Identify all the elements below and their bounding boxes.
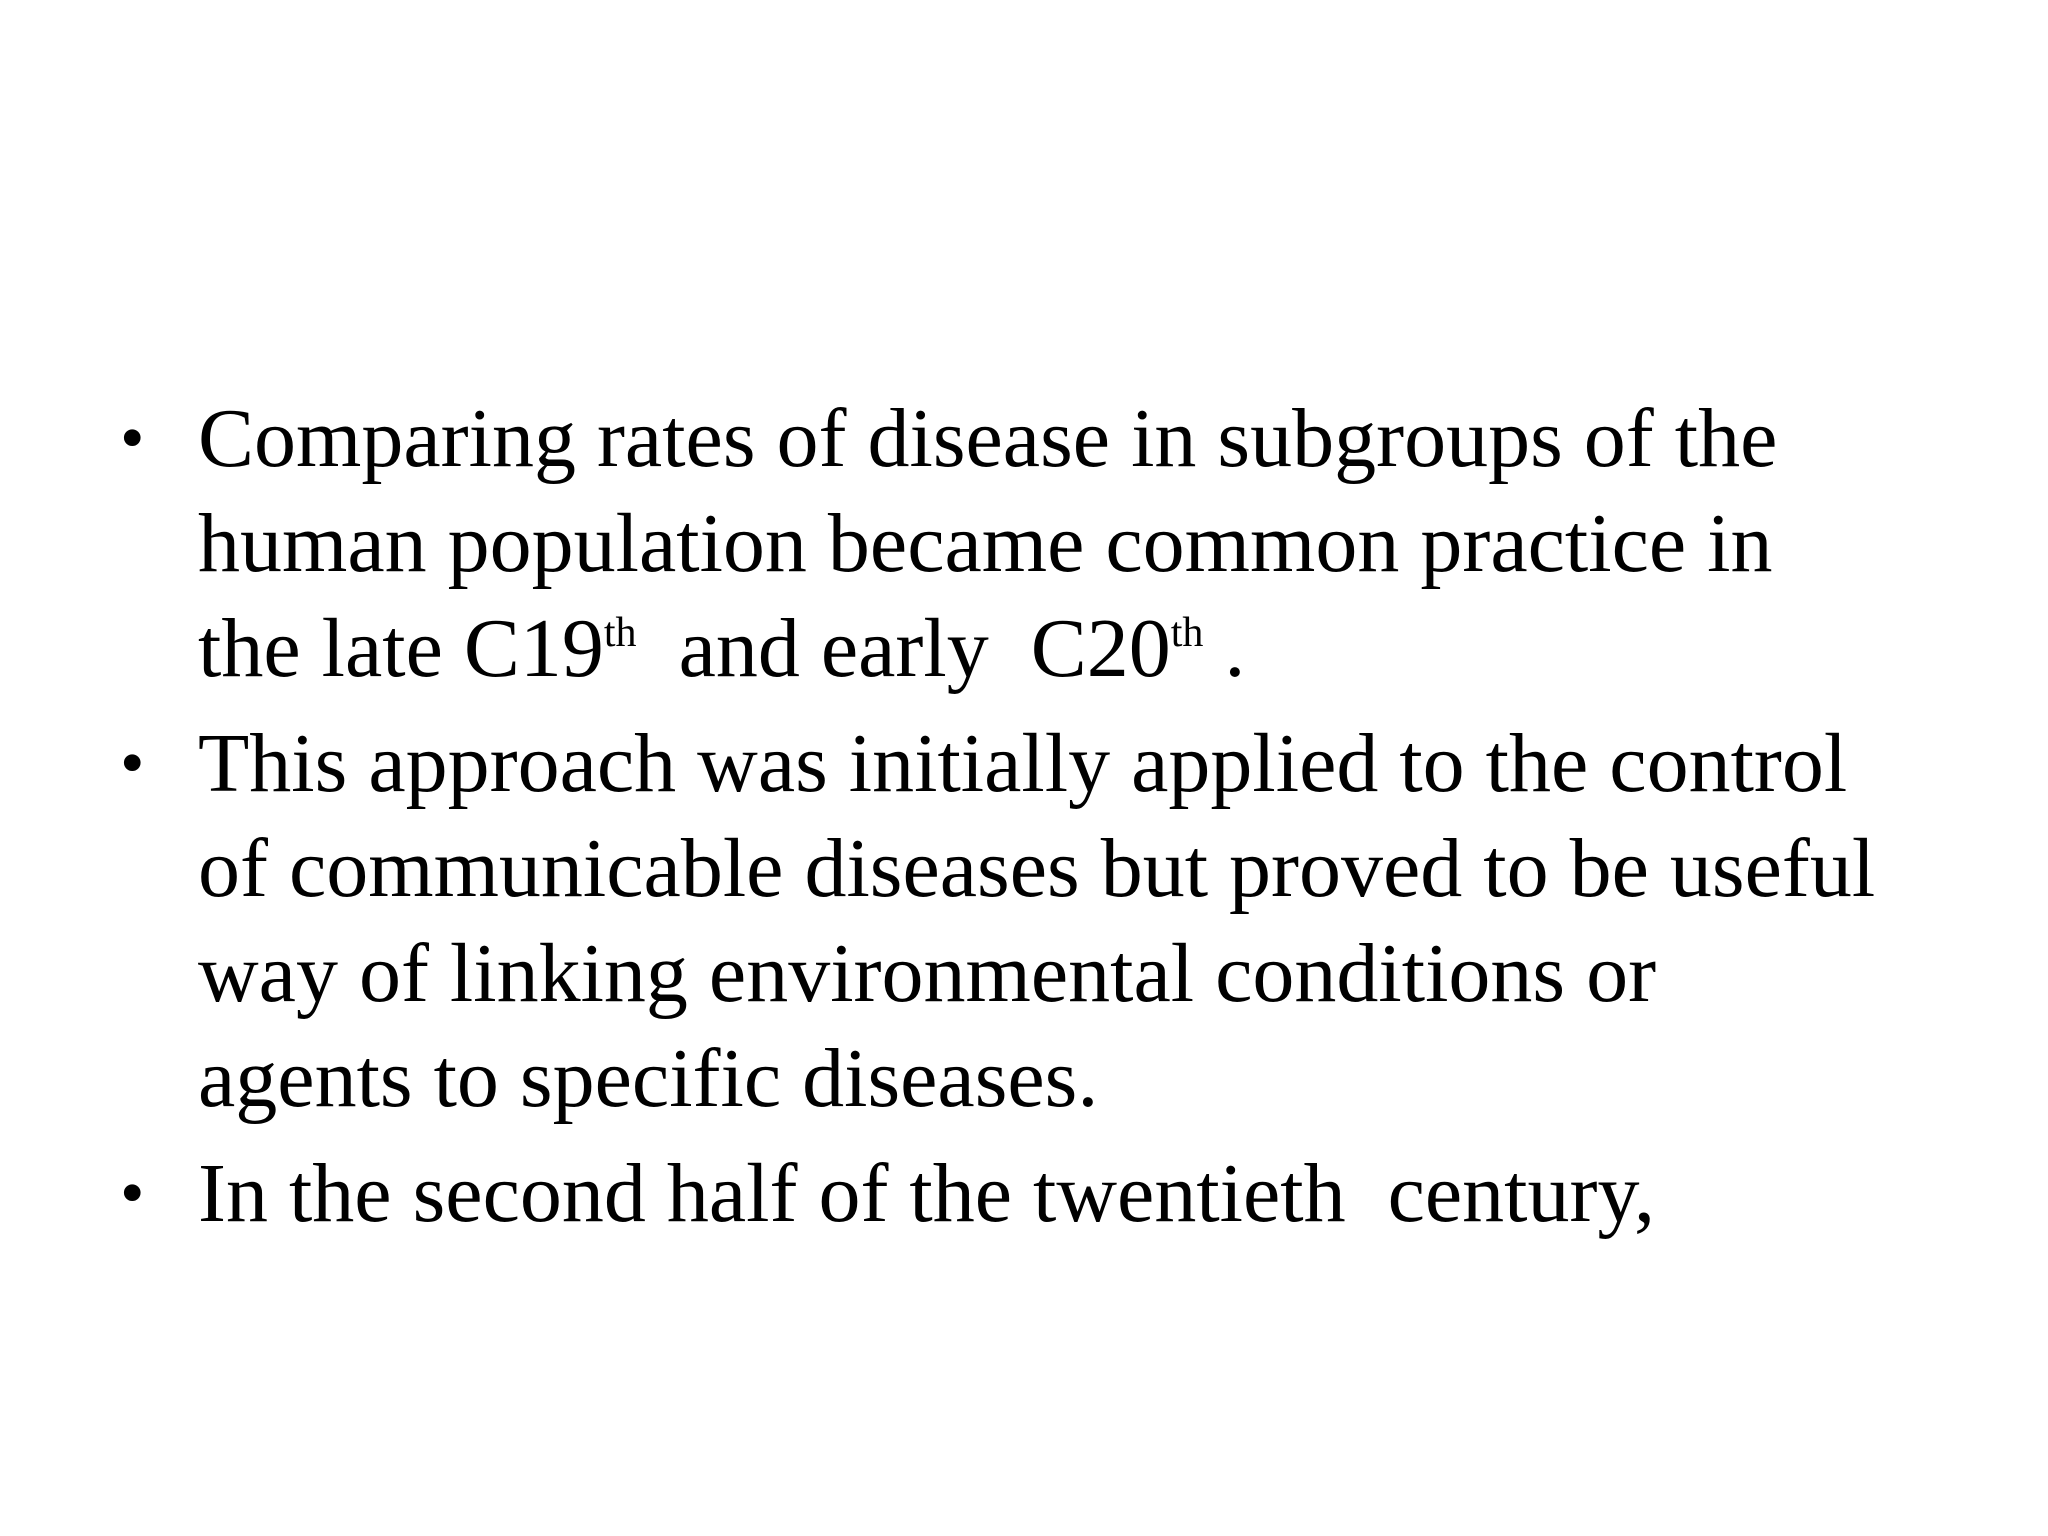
superscript: th xyxy=(603,610,637,656)
bullet-text-line: agents to specific diseases. xyxy=(198,1032,1099,1125)
bullet-item xyxy=(120,1141,2000,1246)
bullet-text-line: human population became common practice in xyxy=(198,497,1773,590)
bullet-item xyxy=(120,711,2000,1131)
bullet-dot-icon: • xyxy=(120,725,145,802)
bullet-text-line: This approach was initially applied to the control xyxy=(198,717,1848,810)
text-segment: . xyxy=(1203,602,1246,695)
bullet-text-line: of communicable diseases but proved to be useful xyxy=(198,822,1876,915)
bullet-dot-icon: • xyxy=(120,400,145,477)
text-segment: and early C20 xyxy=(636,602,1171,695)
superscript: th xyxy=(1170,610,1204,656)
bullet-text-line: way of linking environmental conditions or xyxy=(198,927,1657,1020)
text-segment: the late C19 xyxy=(198,602,604,695)
bullet-text-line: Comparing rates of disease in subgroups of the xyxy=(198,392,1778,485)
bullet-text-line-with-superscripts xyxy=(198,596,2000,701)
bullet-text-line: In the second half of the twentieth century, xyxy=(198,1147,1656,1240)
bullet-dot-icon: • xyxy=(120,1155,145,1232)
bullet-item xyxy=(120,386,2000,701)
bullet-list xyxy=(120,386,2000,1256)
